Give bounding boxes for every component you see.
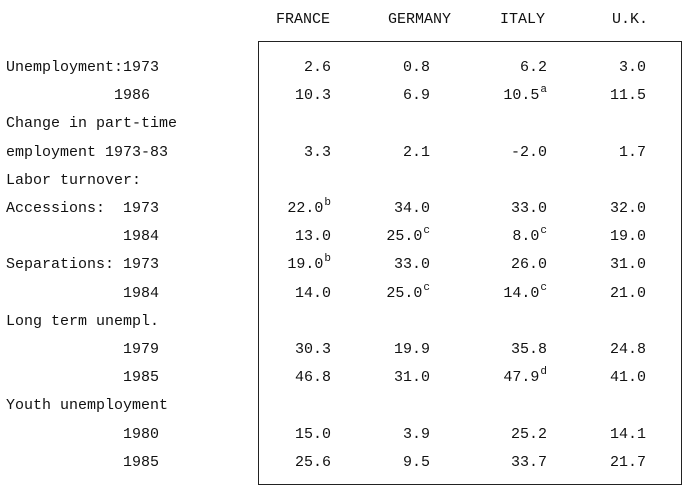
table-cell	[610, 228, 646, 246]
cell-value: 19.0	[287, 256, 324, 274]
table-cell	[295, 87, 331, 105]
table-cell	[394, 341, 430, 359]
row-label: employment 1973-83	[6, 143, 169, 161]
table-cell	[386, 281, 430, 303]
table-cell	[512, 225, 547, 246]
table-cell	[304, 144, 331, 162]
cell-value: 19.9	[393, 341, 430, 358]
cell-value: 41.0	[609, 369, 646, 387]
table-cell	[403, 426, 430, 444]
cell-value: 11.5	[609, 87, 646, 105]
table-cell	[503, 84, 547, 105]
cell-value: 14.0	[294, 284, 331, 302]
cell-value: 15.0	[294, 425, 331, 443]
footnote-marker: a	[540, 84, 547, 97]
table-cell	[619, 59, 646, 77]
cell-value: 31.0	[393, 369, 430, 387]
cell-value: 1.7	[618, 143, 646, 161]
table-cell	[287, 197, 331, 218]
cell-value: 35.8	[510, 341, 547, 358]
cell-value: 14.0	[503, 284, 540, 302]
table-cell	[394, 369, 430, 387]
cell-value: 31.0	[609, 256, 646, 274]
table-cell	[295, 228, 331, 246]
table-cell	[610, 87, 646, 105]
cell-value: 21.7	[609, 453, 646, 471]
cell-value: 6.2	[519, 59, 547, 76]
column-header: ITALY	[500, 11, 546, 28]
cell-value: 32.0	[609, 200, 646, 217]
row-label: 1985	[6, 369, 160, 387]
footnote-marker: c	[540, 281, 547, 294]
table-cell	[610, 454, 646, 472]
table-cell	[610, 285, 646, 303]
table-cell	[295, 285, 331, 303]
cell-value: 46.8	[294, 369, 331, 387]
footnote-marker: c	[423, 225, 430, 238]
cell-value: 3.0	[618, 59, 646, 76]
footnote-marker: c	[540, 225, 547, 238]
table-cell	[511, 341, 547, 359]
table-cell	[403, 87, 430, 105]
table-cell	[619, 144, 646, 162]
cell-value: -2.0	[510, 143, 547, 161]
cell-value: 8.0	[512, 228, 540, 246]
table-cell	[610, 369, 646, 387]
row-label: Youth unemployment	[6, 397, 169, 415]
table-cell	[511, 454, 547, 472]
table-cell	[511, 256, 547, 274]
table-cell	[503, 281, 547, 303]
footnote-marker: b	[324, 253, 331, 266]
cell-value: 21.0	[609, 284, 646, 302]
row-label: Change in part-time	[6, 115, 178, 133]
table-cell	[386, 225, 430, 246]
table-cell	[610, 426, 646, 444]
footnote-marker: d	[540, 366, 547, 379]
cell-value: 13.0	[294, 228, 331, 246]
table-cell	[295, 454, 331, 472]
cell-value: 33.0	[393, 256, 430, 274]
table-cell	[511, 144, 547, 162]
cell-value: 26.0	[510, 256, 547, 274]
table-cell	[520, 59, 547, 77]
footnote-marker: b	[324, 197, 331, 209]
table-cell	[610, 341, 646, 359]
table-cell	[511, 200, 547, 218]
cell-value: 25.6	[294, 453, 331, 471]
cell-value: 25.0	[386, 228, 423, 246]
cell-value: 19.0	[609, 228, 646, 246]
cell-value: 47.9	[503, 369, 540, 387]
cell-value: 33.7	[510, 453, 547, 471]
cell-value: 0.8	[402, 59, 430, 76]
row-label: Accessions: 1973	[6, 200, 160, 217]
cell-value: 3.3	[303, 143, 331, 161]
table-cell	[403, 454, 430, 472]
cell-value: 9.5	[402, 453, 430, 471]
row-label: 1986	[6, 87, 151, 105]
row-label: 1984	[6, 284, 160, 302]
table-cell	[295, 341, 331, 359]
cell-value: 10.3	[294, 87, 331, 105]
table-cell	[287, 253, 331, 274]
row-label: Long term unempl.	[6, 312, 160, 330]
footnote-marker: c	[423, 281, 430, 294]
cell-value: 2.1	[402, 143, 430, 161]
row-label: Unemployment:1973	[6, 59, 160, 76]
table-cell	[503, 366, 547, 387]
column-header: FRANCE	[276, 11, 331, 28]
table-cell	[394, 256, 430, 274]
row-label: 1985	[6, 453, 160, 471]
row-label: Separations: 1973	[6, 256, 160, 274]
column-header: U.K.	[612, 11, 649, 28]
cell-value: 2.6	[303, 59, 331, 76]
cell-value: 24.8	[609, 341, 646, 358]
cell-value: 3.9	[402, 425, 430, 443]
table-cell	[394, 200, 430, 218]
cell-value: 30.3	[294, 341, 331, 358]
row-label: 1979	[6, 341, 160, 358]
table-cell	[610, 256, 646, 274]
table-cell	[295, 426, 331, 444]
cell-value: 22.0	[287, 200, 324, 217]
column-header: GERMANY	[388, 11, 452, 28]
row-label: Labor turnover:	[6, 171, 142, 189]
row-label: 1984	[6, 228, 160, 246]
cell-value: 14.1	[609, 425, 646, 443]
row-label: 1980	[6, 425, 160, 443]
table-cell	[304, 59, 331, 77]
table-cell	[403, 59, 430, 77]
cell-value: 6.9	[402, 87, 430, 105]
table-cell	[295, 369, 331, 387]
table-cell	[403, 144, 430, 162]
cell-value: 25.0	[386, 284, 423, 302]
cell-value: 25.2	[510, 425, 547, 443]
cell-value: 10.5	[503, 87, 540, 105]
table-cell	[511, 426, 547, 444]
cell-value: 34.0	[393, 200, 430, 217]
cell-value: 33.0	[510, 200, 547, 217]
table-cell	[610, 200, 646, 218]
